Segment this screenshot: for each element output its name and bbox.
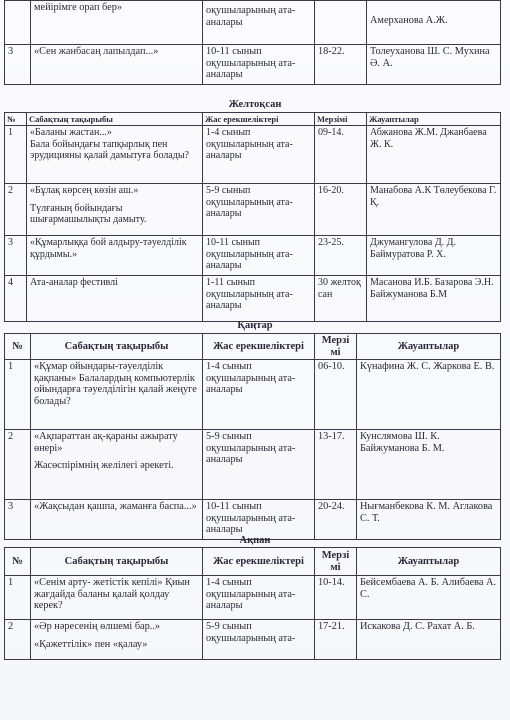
table-row [5,576,501,620]
month-heading: Қаңтар [237,320,273,331]
table-row [5,620,501,660]
table-row [5,236,501,276]
responsible-cell: Нығманбекова К. М. Аглакова С. Т. [357,500,501,540]
header-row [5,548,501,576]
date-cell: 23-25. [315,236,367,276]
table-row [5,126,501,184]
header-date: Мерзі мі [315,548,357,576]
schedule-table-january [4,333,501,540]
row-number: 1 [5,576,31,620]
header-row [5,334,501,360]
date-cell [315,1,367,45]
schedule-table-december [4,112,501,322]
age-cell: 10-11 сынып оқушыларының ата-аналары [203,236,315,276]
age-cell: 1-4 сынып оқушыларының ата-аналары [203,576,315,620]
header-number: № [5,548,31,576]
topic-cell: «Құмарлыққа бой алдыру-тәуелділік құрдымы.» [27,236,203,276]
age-cell: 1-11 сынып оқушыларының ата-аналары [203,276,315,322]
header-number: № [5,334,31,360]
date-cell: 09-14. [315,126,367,184]
header-date: Мерзі мі [315,334,357,360]
topic-description: Бала бойындағы тапқырлық пен эрудицияны қалай дамытуға болады? [30,138,189,161]
age-cell: 1-4 сынып оқушыларының ата-аналары [203,360,315,430]
responsible-cell: Манабова А.К Төлеубекова Г. Қ. [367,184,501,236]
topic-cell [27,126,203,184]
topic-description: Түлғаның бойындағы шығармашылықты дамыту. [30,202,147,225]
topic-cell: «Сен жанбасаң лапылдап...» [31,45,203,85]
table-row [5,276,501,322]
row-number [5,1,31,45]
table-row [5,360,501,430]
date-cell: 20-24. [315,500,357,540]
table-row [5,500,501,540]
age-cell: 1-4 сынып оқушыларының ата-аналары [203,126,315,184]
topic-cell: Ата-аналар фестивлі [27,276,203,322]
header-age: Жас ерекшеліктері [203,334,315,360]
age-cell: 5-9 сынып оқушыларының ата-аналары [203,430,315,500]
schedule-table-february [4,547,501,660]
topic-cell: мейірімге орап бер» [31,1,203,45]
row-number: 2 [5,430,31,500]
month-heading: Ақпан [239,535,271,546]
topic-description: Жасөспірімнің желілегі әрекеті. [34,460,174,471]
month-heading: Желтоқсан [228,99,282,110]
header-number: № [5,113,27,126]
age-cell: 10-11 сынып оқушыларының ата-аналары [203,45,315,85]
responsible-cell: Кунслямова Ш. К. Байжуманова Б. М. [357,430,501,500]
date-cell: 18-22. [315,45,367,85]
date-cell: 13-17. [315,430,357,500]
row-number: 1 [5,126,27,184]
responsible-cell: Толеуханова Ш. С. Мухина Ә. А. [367,45,501,85]
row-number: 1 [5,360,31,430]
topic-title: «Бұлақ көрсең көзін аш.» [30,185,139,196]
topic-cell [31,620,203,660]
header-topic: Сабақтың тақырыбы [31,548,203,576]
topic-cell [31,430,203,500]
header-row [5,113,501,126]
date-cell: 16-20. [315,184,367,236]
age-cell: 5-9 сынып оқушыларының ата- [203,620,315,660]
header-topic: Сабақтың тақырыбы [27,113,203,126]
topic-cell: «Жақсыдан қашпа, жаманға баспа...» [31,500,203,540]
responsible-cell: Абжанова Ж.М. Джанбаева Ж. К. [367,126,501,184]
carry-over-table [4,0,501,85]
header-age: Жас ерекшеліктері [203,548,315,576]
topic-title: «Әр нәресенің өлшемі бар..» [34,621,161,632]
topic-title: «Баланы жастан...» [30,127,112,138]
row-number: 3 [5,236,27,276]
header-topic: Сабақтың тақырыбы [31,334,203,360]
age-cell: оқушыларының ата-аналары [203,1,315,45]
table-row [5,184,501,236]
date-cell: 06-10. [315,360,357,430]
topic-description: «Қажеттілік» пен «қалау» [34,638,148,650]
date-cell: 17-21. [315,620,357,660]
responsible-cell: Амерханова А.Ж. [367,1,501,45]
table-row [5,430,501,500]
age-cell: 10-11 сынып оқушыларының ата-аналары [203,500,315,540]
responsible-cell: Бейсембаева А. Б. Алибаева А. С. [357,576,501,620]
age-cell: 5-9 сынып оқушыларының ата-аналары [203,184,315,236]
topic-cell: «Құмар ойындары-тәуелділік қақпаны» Балалардың компьютерлік ойындарға тәуелділігін қалай жеңуге болады? [31,360,203,430]
row-number: 3 [5,500,31,540]
header-responsible: Жауаптылар [367,113,501,126]
responsible-cell: Масанова И.Б. Базарова Э.Н. Байжуманова Б.М [367,276,501,322]
row-number: 2 [5,620,31,660]
responsible-cell: Джумангулова Д. Д. Баймуратова Р. Х. [367,236,501,276]
topic-cell: «Сенім арту- жетістік кепілі» Қиын жағдайда баланы қалай қолдау керек? [31,576,203,620]
row-number: 2 [5,184,27,236]
header-responsible: Жауаптылар [357,548,501,576]
header-date: Мерзімі [315,113,367,126]
date-cell: 30 желтоқ сан [315,276,367,322]
table-row [5,1,501,45]
responsible-cell: Искакова Д. С. Рахат А. Б. [357,620,501,660]
header-age: Жас ерекшеліктері [203,113,315,126]
row-number: 4 [5,276,27,322]
header-responsible: Жауаптылар [357,334,501,360]
topic-title: «Ақпараттан ақ-қараны ажырату өнері» [34,431,178,454]
date-cell: 10-14. [315,576,357,620]
topic-cell [27,184,203,236]
table-row [5,45,501,85]
responsible-cell: Күнафина Ж. С. Жаркова Е. В. [357,360,501,430]
row-number: 3 [5,45,31,85]
